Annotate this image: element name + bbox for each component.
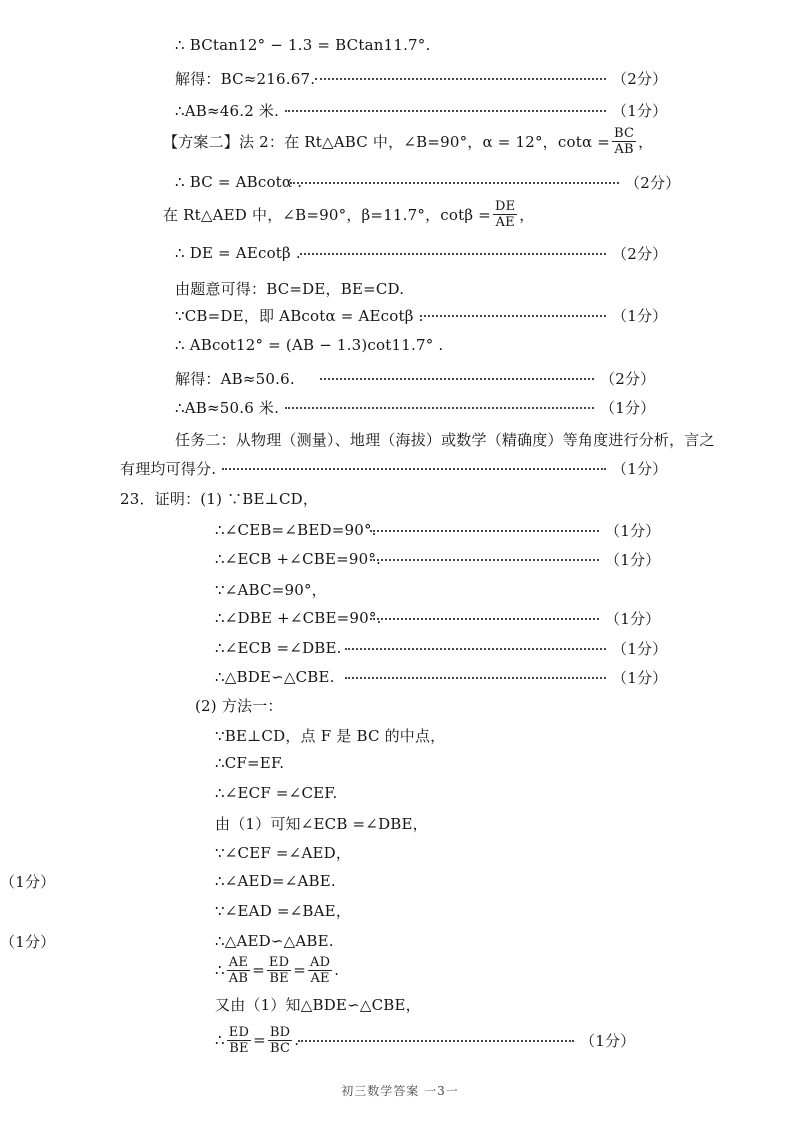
line-text: 任务二：从物理（测量）、地理（海拔）或数学（精确度）等角度进行分析，言之 <box>175 430 715 449</box>
score-label: （2分） <box>612 244 668 263</box>
line-text: 有理均可得分. <box>120 459 217 478</box>
answer-line <box>175 95 800 125</box>
leader-dots <box>290 182 619 184</box>
line-text: ∴∠DBE +∠CBE=90°. <box>215 609 382 627</box>
leader-dots <box>222 468 606 470</box>
line-text: ∴∠AED=∠ABE. <box>215 872 336 890</box>
line-text: ∴CF=EF. <box>215 754 285 772</box>
answer-line <box>215 662 800 692</box>
fraction-denominator: BE <box>269 970 289 986</box>
line-text: ∵∠CEF =∠AED， <box>215 843 352 862</box>
answer-line <box>175 424 800 454</box>
score-label: （1分） <box>0 932 56 951</box>
equals-sign: = <box>252 961 265 979</box>
leader-dots <box>315 78 606 80</box>
score-label: （1分） <box>580 1031 636 1050</box>
fraction <box>612 126 636 157</box>
leader-dots <box>370 530 599 532</box>
line-text: ∴ BC = ABcotα . <box>175 173 303 191</box>
answer-line <box>175 30 800 60</box>
answer-line <box>175 300 800 330</box>
score-label: （1分） <box>612 101 668 120</box>
line-text: ∴△BDE∽△CBE. <box>215 668 335 686</box>
line-text: ∴∠ECB +∠CBE=90°. <box>215 550 382 568</box>
leader-dots <box>285 110 606 112</box>
leader-dots <box>420 315 606 317</box>
score-label: （1分） <box>612 668 668 687</box>
leader-dots <box>300 253 606 255</box>
answer-line <box>215 633 800 663</box>
score-label: （1分） <box>0 872 56 891</box>
fraction-numerator: AE <box>228 954 249 970</box>
line-text: (2) 方法一： <box>195 696 283 715</box>
equals-sign: = <box>253 1031 266 1049</box>
answer-line <box>163 126 800 156</box>
line-text: 又由（1）知△BDE∽△CBE， <box>215 995 421 1014</box>
page-footer: 初三数学答案 一3一 <box>341 1084 459 1098</box>
fraction-denominator: BC <box>269 1040 291 1056</box>
leader-dots <box>285 407 594 409</box>
leader-dots <box>320 378 594 380</box>
score-label: （1分） <box>612 459 668 478</box>
answer-line <box>120 483 800 513</box>
line-text: 在 Rt△AED 中，∠B=90°，β=11.7°，cotβ = <box>163 205 491 224</box>
leader-dots <box>298 1040 574 1042</box>
answer-line <box>215 808 800 838</box>
line-text: 由题意可得：BC=DE，BE=CD. <box>175 279 405 298</box>
answer-line <box>215 720 800 750</box>
line-tail: ， <box>519 205 535 224</box>
line-text: ∴∠CEB=∠BED=90°. <box>215 521 377 539</box>
fraction-numerator: BC <box>614 125 635 141</box>
leader-dots <box>345 648 606 650</box>
line-text: ∴△AED∽△ABE. <box>215 932 334 950</box>
answer-line <box>215 574 800 604</box>
answer-line <box>175 63 800 93</box>
fraction-numerator: AD <box>309 954 331 970</box>
line-tail: . <box>334 961 340 979</box>
line-text: ∵BE⊥CD，点 F 是 BC 的中点， <box>215 726 446 745</box>
fraction <box>227 955 250 986</box>
line-text: 解得：AB≈50.6. <box>175 369 295 388</box>
answer-line <box>0 866 800 896</box>
score-label: （1分） <box>605 550 661 569</box>
score-label: （2分） <box>612 69 668 88</box>
fraction-numerator: DE <box>494 198 516 214</box>
score-label: （1分） <box>612 306 668 325</box>
line-text: ∵∠EAD =∠BAE， <box>215 901 352 920</box>
answer-line <box>215 544 800 574</box>
answer-line <box>175 392 800 422</box>
fraction <box>268 1025 292 1056</box>
fraction-denominator: BE <box>229 1040 249 1056</box>
line-text: 23．证明：(1) ∵BE⊥CD， <box>120 489 319 508</box>
line-text: ∵CB=DE，即 ABcotα = AEcotβ . <box>175 306 424 325</box>
answer-line <box>175 330 800 360</box>
equals-sign: = <box>293 961 306 979</box>
fraction <box>227 1025 251 1056</box>
answer-line <box>175 238 800 268</box>
line-tail: ， <box>638 132 654 151</box>
score-label: （1分） <box>600 398 656 417</box>
line-text: ∴∠ECF =∠CEF. <box>215 784 338 802</box>
line-text: ∴ <box>215 961 225 979</box>
line-text: 【方案二】法 2：在 Rt△ABC 中，∠B=90°，α = 12°，cotα = <box>163 132 611 151</box>
line-text: ∴ ABcot12° = (AB − 1.3)cot11.7° . <box>175 336 444 354</box>
line-text: ∴ BCtan12° − 1.3 = BCtan11.7°. <box>175 36 431 54</box>
answer-line <box>175 273 800 303</box>
fraction <box>308 955 332 986</box>
answer-line <box>175 167 800 197</box>
line-text: ∵∠ABC=90°， <box>215 580 327 599</box>
answer-line <box>215 1025 800 1055</box>
answer-line <box>215 778 800 808</box>
line-text: ∴ <box>215 1031 225 1049</box>
answer-line <box>120 453 800 483</box>
leader-dots <box>370 559 599 561</box>
fraction <box>493 199 517 230</box>
line-text: ∴AB≈50.6 米. <box>175 398 280 417</box>
score-label: （2分） <box>600 369 656 388</box>
fraction-denominator: AB <box>228 970 249 986</box>
leader-dots <box>370 618 599 620</box>
fraction-numerator: BD <box>269 1024 291 1040</box>
fraction-denominator: AE <box>310 970 330 986</box>
answer-line <box>215 989 800 1019</box>
fraction <box>267 955 291 986</box>
line-text: ∴∠ECB =∠DBE. <box>215 639 342 657</box>
answer-line <box>215 603 800 633</box>
answer-line <box>215 955 800 985</box>
answer-line <box>195 690 800 720</box>
answer-line <box>0 926 800 956</box>
answer-line <box>163 199 800 229</box>
score-label: （1分） <box>605 521 661 540</box>
score-label: （2分） <box>625 173 681 192</box>
leader-dots <box>345 677 606 679</box>
answer-line <box>215 895 800 925</box>
line-text: ∴ DE = AEcotβ . <box>175 244 301 262</box>
line-text: ∴AB≈46.2 米. <box>175 101 280 120</box>
fraction-denominator: AE <box>495 214 515 230</box>
line-text: 解得：BC≈216.67. <box>175 69 316 88</box>
line-tail: . <box>294 1031 300 1049</box>
fraction-numerator: ED <box>268 954 290 970</box>
line-text: 由（1）可知∠ECB =∠DBE， <box>215 814 428 833</box>
answer-line <box>215 515 800 545</box>
answer-line <box>215 748 800 778</box>
fraction-denominator: AB <box>614 141 634 157</box>
score-label: （1分） <box>612 639 668 658</box>
answer-line <box>175 363 800 393</box>
score-label: （1分） <box>605 609 661 628</box>
answer-line <box>215 837 800 867</box>
fraction-numerator: ED <box>228 1024 250 1040</box>
